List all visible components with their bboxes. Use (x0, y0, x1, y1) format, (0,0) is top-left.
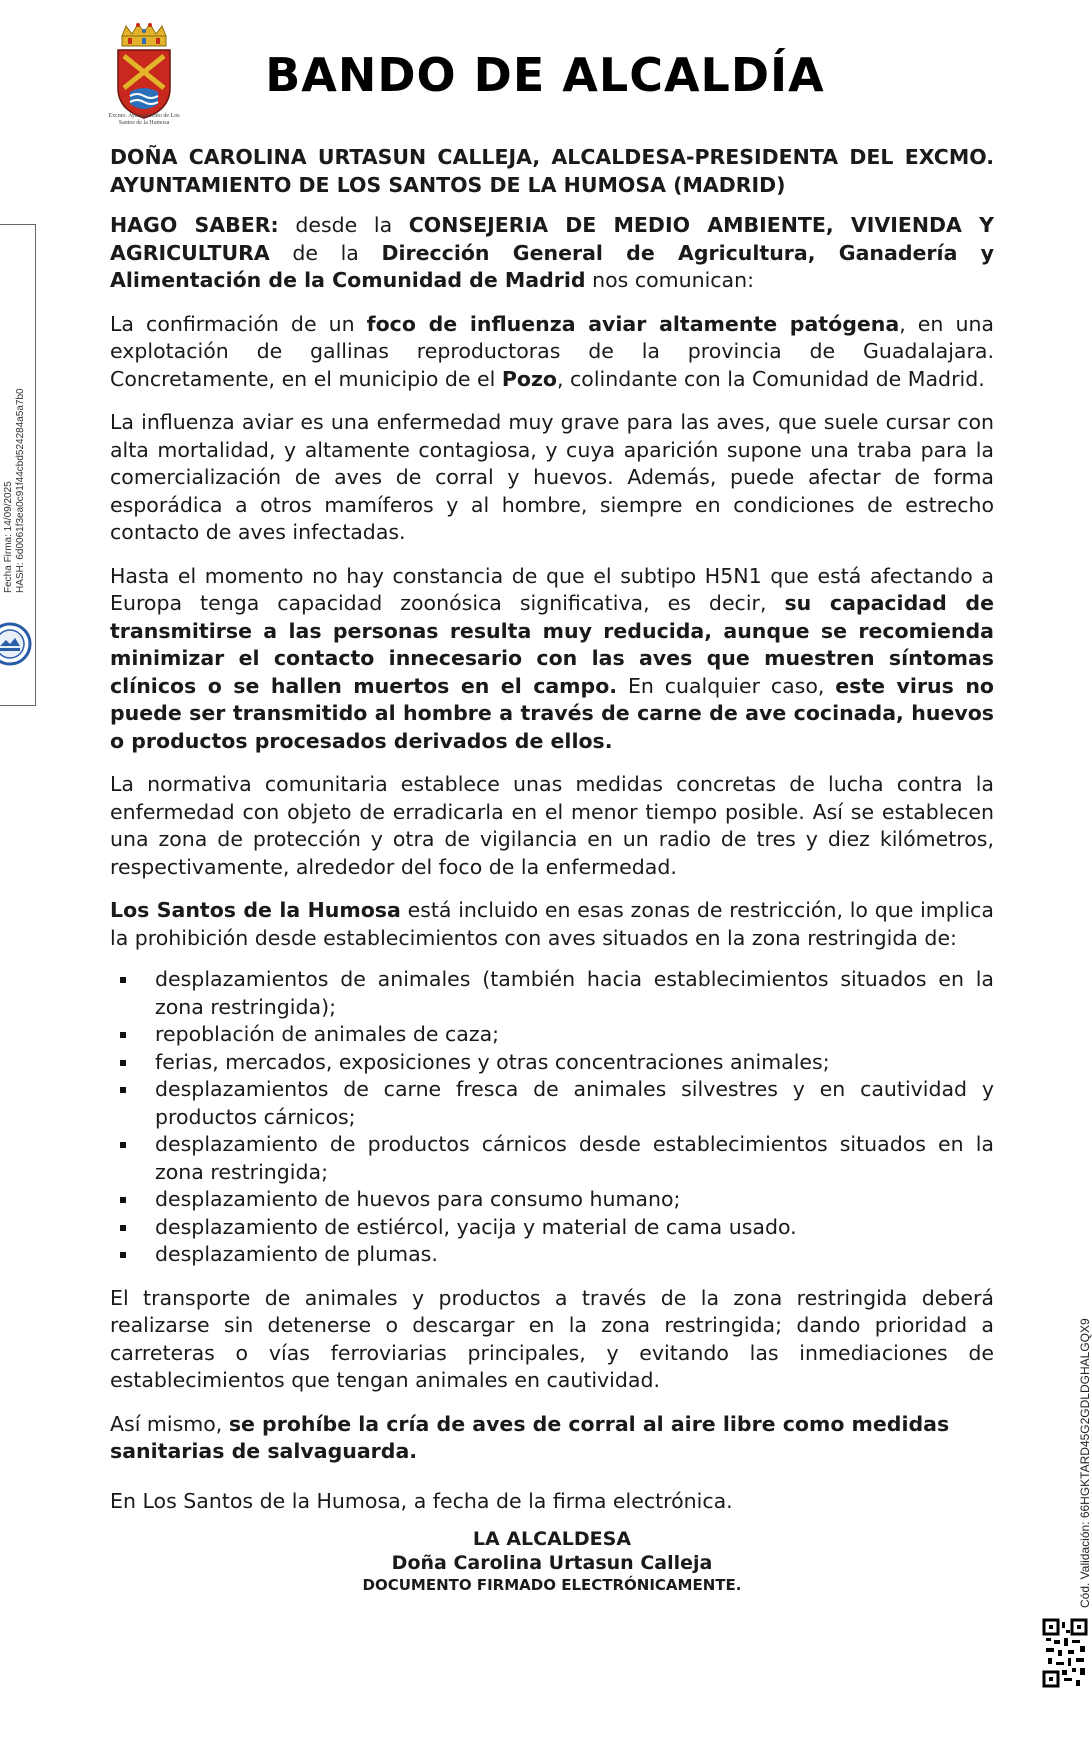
normativa-paragraph: La normativa comunitaria establece unas medidas concretas de lucha contra la enfermedad con objeto de erradicarla en el menor tiempo posible. Así se establecen una zona de protección y otra de vigilancia en un radio de tres y diez kilómetros, respectivamente, alrededor del foco de la enfermedad. (110, 772, 994, 879)
transporte-paragraph: El transporte de animales y productos a través de la zona restringida deberá realizarse sin detenerse o descargar en la zona restringida; dando prioridad a carreteras o vías ferroviarias principales, y evitando las inmediaciones de establecimientos que tengan animales en cautividad. (110, 1285, 994, 1392)
signature-role: LA ALCALDESA (472, 1528, 632, 1550)
signature-date: Fecha Firma: 14/09/2025 (3, 481, 14, 593)
fecha-paragraph: En Los Santos de la Humosa, a fecha de la firma electrónica. (110, 1488, 733, 1513)
seal-icon (0, 622, 32, 666)
list-item: desplazamiento de huevos para consumo humano; (110, 1186, 994, 1214)
document-body (110, 144, 994, 1531)
qr-code-icon (1042, 1618, 1088, 1688)
bullet-icon (120, 1252, 126, 1258)
bullet-icon (120, 1087, 126, 1093)
signature-hash: HASH: 6d0061f3ea0c91f44cbd524284a5a7b0 (15, 388, 26, 593)
bullet-icon (120, 1060, 126, 1066)
bullet-icon (120, 1032, 126, 1038)
enfermedad-paragraph: La influenza aviar es una enfermedad muy grave para las aves, que suele cursar con alta mortalidad, y altamente contagiosa, y cuya aparición supone una traba para la comercialización de aves de corral y huevos. Además, puede afectar de forma esporádica a otros mamíferos y al hombre, siempre en condiciones de estrecho contacto de aves infectadas. (110, 410, 994, 544)
signature-note: DOCUMENTO FIRMADO ELECTRÓNICAMENTE. (362, 1576, 742, 1594)
bullet-icon (120, 977, 126, 983)
signature-block (110, 1527, 994, 1595)
list-item: repoblación de animales de caza; (110, 1021, 994, 1049)
bullet-icon (120, 1142, 126, 1148)
hago-saber-paragraph: HAGO SABER: desde la CONSEJERIA DE MEDIO AMBIENTE, VIVIENDA Y AGRICULTURA de la Dirección General de Agricultura, Ganadería y Alimentación de la Comunidad de Madrid nos comunican: (110, 213, 994, 292)
list-item: desplazamientos de carne fresca de animales silvestres y en cautividad y productos cárnicos; (110, 1076, 994, 1131)
bullet-icon (120, 1197, 126, 1203)
foco-paragraph: La confirmación de un foco de influenza aviar altamente patógena, en una explotación de gallinas reproductoras de la provincia de Guadalajara. Concretamente, en el municipio de el Pozo, colindante con la Comunidad de Madrid. (110, 311, 994, 391)
prohibitions-list (110, 966, 994, 1269)
bullet-icon (120, 1225, 126, 1231)
list-item: desplazamiento de productos cárnicos desde establecimientos situados en la zona restringida; (110, 1131, 994, 1186)
asimismo-paragraph: Así mismo, se prohíbe la cría de aves de corral al aire libre como medidas sanitarias de salvaguarda. (110, 1411, 950, 1463)
list-item: ferias, mercados, exposiciones y otras concentraciones animales; (110, 1049, 994, 1077)
page-title: BANDO DE ALCALDÍA (265, 48, 825, 102)
list-item: desplazamiento de plumas. (110, 1241, 994, 1269)
validation-code: Cód. Validación: 66HGKTARD45G2GDLDGHALGQX9 (1078, 1318, 1092, 1608)
h5n1-paragraph: Hasta el momento no hay constancia de que el subtipo H5N1 que está afectando a Europa tenga capacidad zoonósica significativa, es decir, su capacidad de transmitirse a las personas resulta muy reducida, aunque se recomienda minimizar el contacto innecesario con las aves que muestren síntomas clínicos o se hallen muertos en el campo. En cualquier caso, este virus no puede ser transmitido al hombre a través de carne de ave cocinada, huevos o productos procesados derivados de ellos. (110, 563, 995, 753)
signature-name: Doña Carolina Urtasun Calleja (391, 1552, 713, 1574)
santos-paragraph: Los Santos de la Humosa está incluido en esas zonas de restricción, lo que implica la prohibición desde establecimientos con aves situados en la zona restringida de: (110, 898, 994, 950)
list-item: desplazamiento de estiércol, yacija y material de cama usado. (110, 1214, 994, 1242)
intro-paragraph: DOÑA CAROLINA URTASUN CALLEJA, ALCALDESA-PRESIDENTA DEL EXCMO. AYUNTAMIENTO DE LOS SANTOS DE LA HUMOSA (MADRID) (110, 145, 994, 197)
crest-caption: Excmo. Ayuntamiento de Los Santos de la Humosa (108, 113, 180, 126)
list-item: desplazamientos de animales (también hacia establecimientos situados en la zona restringida); (110, 966, 994, 1021)
